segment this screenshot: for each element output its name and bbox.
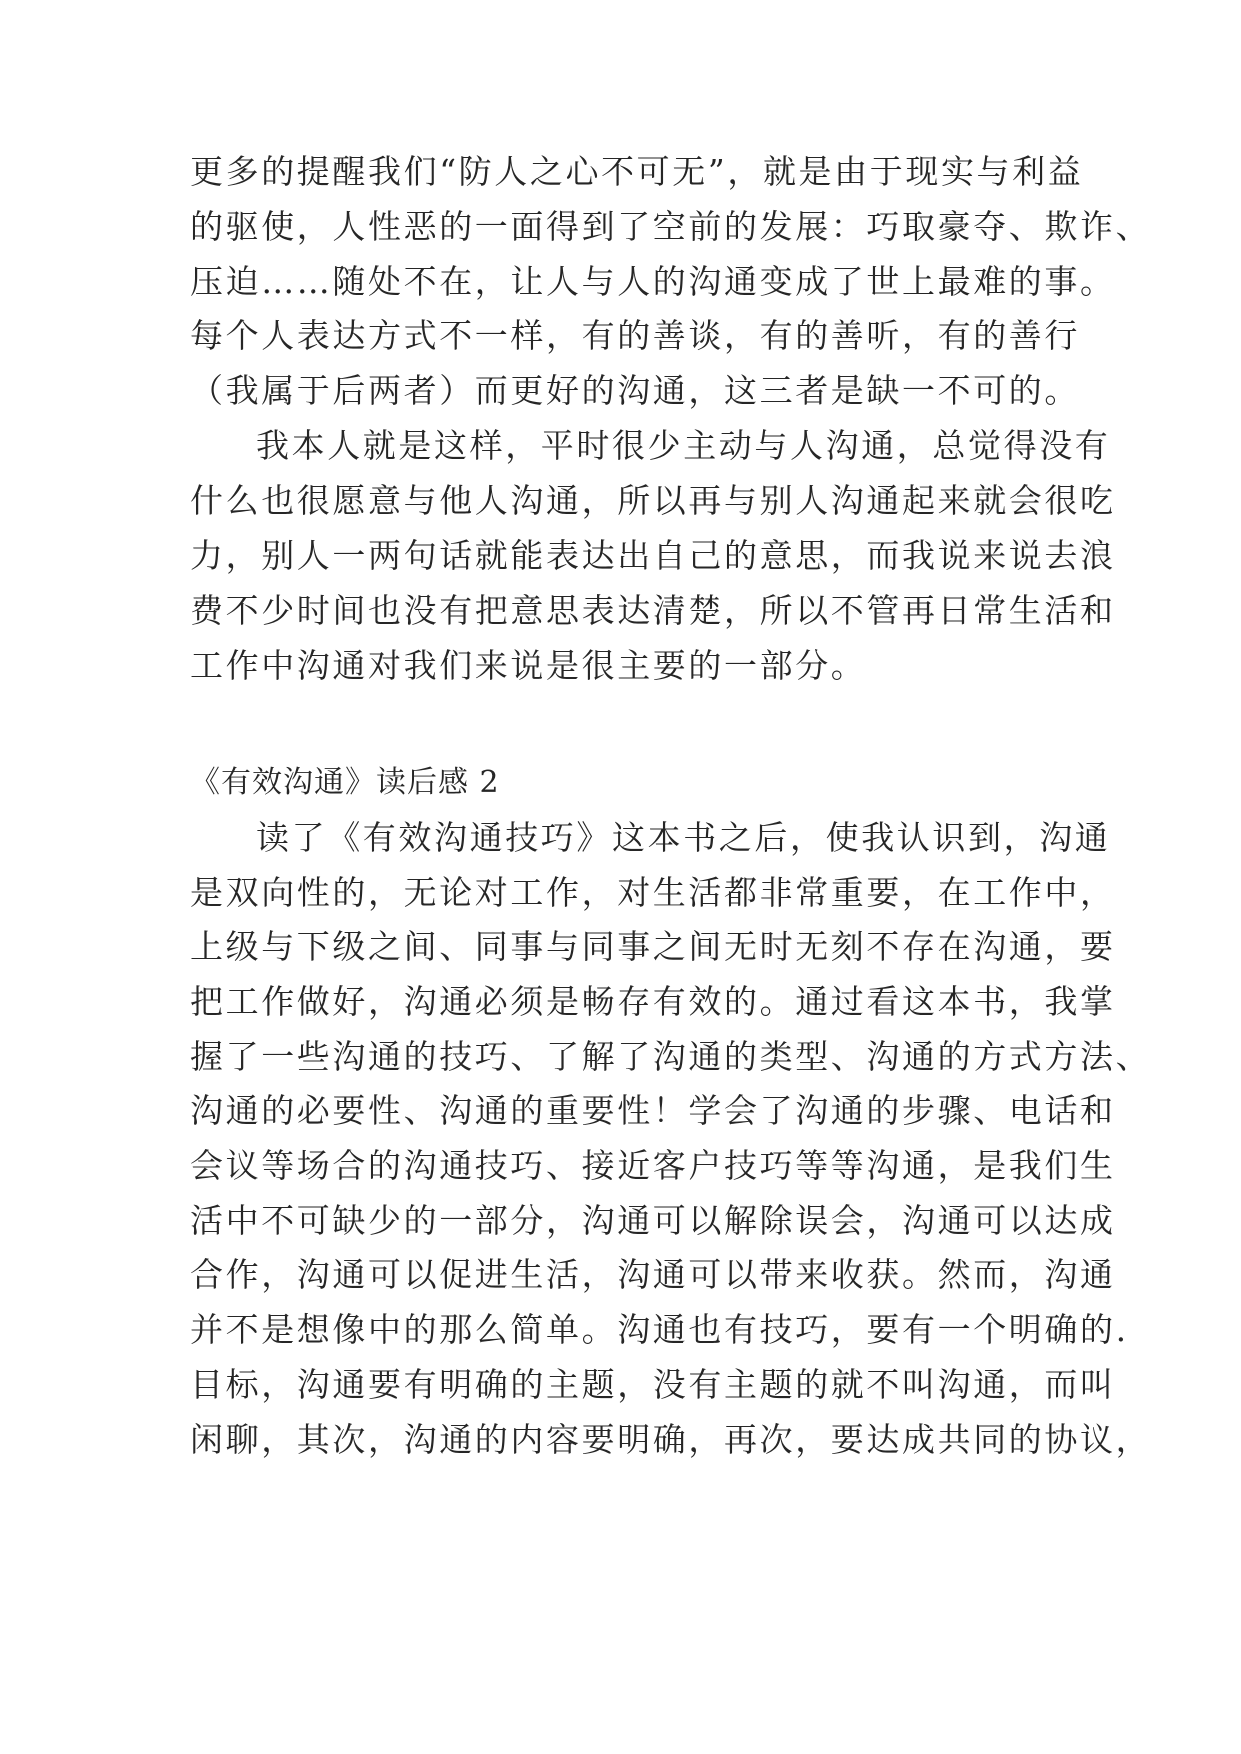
paragraph-line: 读了《有效沟通技巧》这本书之后，使我认识到，沟通 (256, 818, 1111, 857)
paragraph-line: 的驱使，人性恶的一面得到了空前的发展：巧取豪夺、欺诈、 (190, 207, 1152, 246)
paragraph-line: 目标，沟通要有明确的主题，没有主题的就不叫沟通，而叫 (190, 1365, 1116, 1404)
paragraph-line: 力，别人一两句话就能表达出自己的意思，而我说来说去浪 (190, 536, 1116, 575)
paragraph-line: 活中不可缺少的一部分，沟通可以解除误会，沟通可以达成 (190, 1201, 1116, 1240)
paragraph-line: 是双向性的，无论对工作，对生活都非常重要，在工作中， (190, 873, 1116, 912)
paragraph-line: 更多的提醒我们“防人之心不可无”，就是由于现实与利益 (190, 152, 1084, 191)
paragraph-line: 我本人就是这样，平时很少主动与人沟通，总觉得没有 (256, 426, 1111, 465)
paragraph-line: 会议等场合的沟通技巧、接近客户技巧等等沟通，是我们生 (190, 1146, 1116, 1185)
paragraph-line: 握了一些沟通的技巧、了解了沟通的类型、沟通的方式方法、 (190, 1037, 1152, 1076)
paragraph-line: 费不少时间也没有把意思表达清楚，所以不管再日常生活和 (190, 591, 1116, 630)
paragraph-line: 闲聊，其次，沟通的内容要明确，再次，要达成共同的协议， (190, 1420, 1152, 1459)
section-heading: 《有效沟通》读后感 2 (190, 765, 500, 800)
paragraph-line: 把工作做好，沟通必须是畅存有效的。通过看这本书，我掌 (190, 982, 1116, 1021)
paragraph-line: 沟通的必要性、沟通的重要性！学会了沟通的步骤、电话和 (190, 1091, 1116, 1130)
paragraph-line: （我属于后两者）而更好的沟通，这三者是缺一不可的。 (190, 371, 1080, 410)
paragraph-line: 工作中沟通对我们来说是很主要的一部分。 (190, 646, 867, 685)
paragraph-line: 每个人表达方式不一样，有的善谈，有的善听，有的善行 (190, 316, 1080, 355)
paragraph-line: 压迫……随处不在，让人与人的沟通变成了世上最难的事。 (190, 262, 1116, 301)
paragraph-line: 并不是想像中的那么简单。沟通也有技巧，要有一个明确的. (190, 1310, 1129, 1349)
paragraph-line: 什么也很愿意与他人沟通，所以再与别人沟通起来就会很吃 (190, 481, 1116, 520)
paragraph-line: 合作，沟通可以促进生活，沟通可以带来收获。然而，沟通 (190, 1255, 1116, 1294)
paragraph-line: 上级与下级之间、同事与同事之间无时无刻不存在沟通，要 (190, 927, 1116, 966)
